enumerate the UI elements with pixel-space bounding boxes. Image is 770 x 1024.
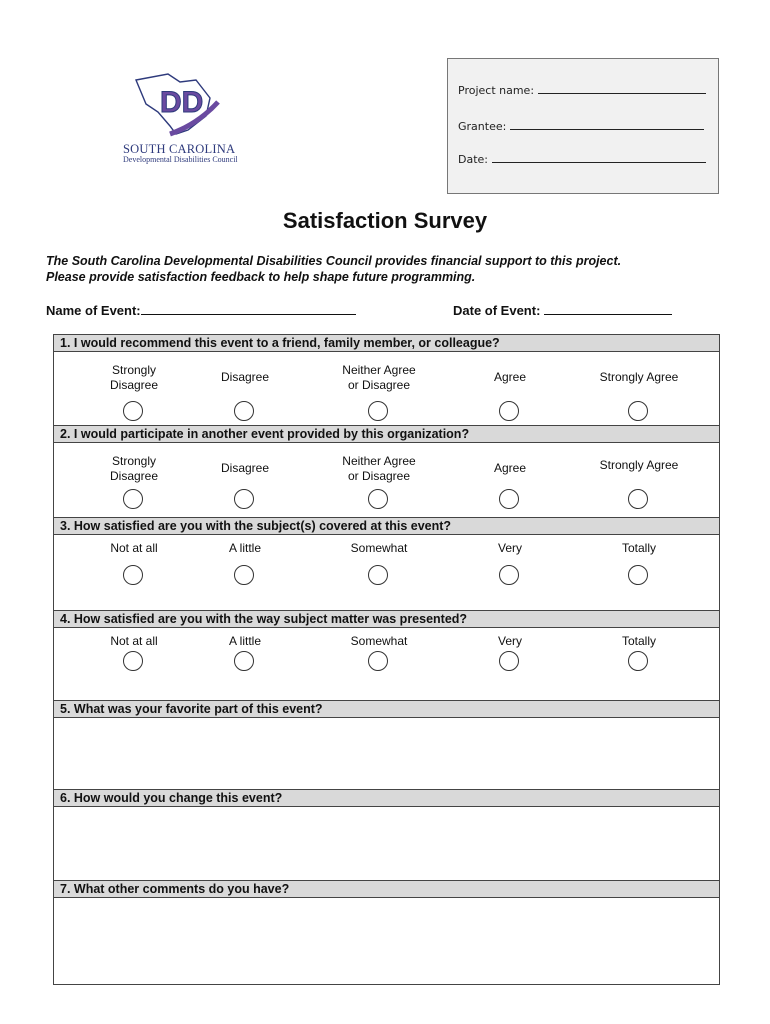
question-7-header: 7. What other comments do you have? [54, 880, 719, 898]
intro-line-1: The South Carolina Developmental Disabilities Council provides financial support to this project. [46, 254, 622, 268]
question-3-option-label: Totally [621, 541, 656, 555]
question-1-option-label: Strongly Disagree [109, 363, 159, 392]
date-row [458, 152, 706, 166]
question-4-option-label: Somewhat [350, 634, 408, 648]
question-3-radio[interactable] [628, 565, 648, 585]
question-3-radio[interactable] [234, 565, 254, 585]
question-1-option-label: Neither Agree or Disagree [342, 363, 416, 392]
event-name-label: Name of Event: [46, 303, 141, 318]
project-name-label: Project name: [458, 84, 535, 97]
intro-text [46, 253, 736, 285]
question-2-option-label: Neither Agree or Disagree [342, 454, 416, 483]
question-4-radio[interactable] [234, 651, 254, 671]
question-5-answer-area[interactable] [54, 718, 719, 789]
question-4-option-label: Not at all [110, 634, 158, 648]
question-2-option-label: Strongly Disagree [109, 454, 159, 483]
question-3-radio[interactable] [123, 565, 143, 585]
logo-org-name: SOUTH CAROLINA [123, 142, 236, 156]
grantee-label: Grantee: [458, 120, 507, 133]
question-4-radio[interactable] [368, 651, 388, 671]
question-6-header: 6. How would you change this event? [54, 789, 719, 807]
question-2-header: 2. I would participate in another event provided by this organization? [54, 425, 719, 443]
question-1-option-label: Strongly Agree [599, 370, 679, 384]
question-2-radio[interactable] [123, 489, 143, 509]
question-4-header: 4. How satisfied are you with the way subject matter was presented? [54, 610, 719, 628]
project-info-box [447, 58, 719, 194]
question-1-radio[interactable] [368, 401, 388, 421]
question-3-option-label: A little [228, 541, 261, 555]
question-4-radio[interactable] [628, 651, 648, 671]
question-3-header: 3. How satisfied are you with the subject(s) covered at this event? [54, 517, 719, 535]
question-1-header: 1. I would recommend this event to a friend, family member, or colleague? [54, 334, 719, 352]
question-1-radio[interactable] [234, 401, 254, 421]
question-2-radio[interactable] [499, 489, 519, 509]
question-1-radio[interactable] [499, 401, 519, 421]
question-2-option-label: Disagree [220, 461, 270, 475]
question-2-option-label: Strongly Agree [599, 458, 679, 472]
question-3-option-label: Very [497, 541, 522, 555]
question-6-answer-area[interactable] [54, 807, 719, 880]
question-3-radio[interactable] [499, 565, 519, 585]
intro-line-2: Please provide satisfaction feedback to help shape future programming. [46, 270, 476, 284]
grantee-row [458, 119, 704, 133]
question-4-option-label: A little [228, 634, 261, 648]
date-field[interactable] [492, 152, 706, 163]
date-label: Date: [458, 153, 488, 166]
event-name-field[interactable] [141, 302, 356, 315]
logo-org-subtitle: Developmental Disabilities Council [123, 155, 238, 164]
project-name-row [458, 83, 706, 97]
page-title: Satisfaction Survey [282, 208, 488, 233]
question-2-radio[interactable] [628, 489, 648, 509]
dd-letters: DD [160, 86, 204, 119]
survey-table [53, 334, 720, 985]
event-date-row [453, 302, 672, 318]
question-7-answer-area[interactable] [54, 898, 719, 984]
event-date-label: Date of Event: [453, 303, 541, 318]
question-1-radio[interactable] [628, 401, 648, 421]
question-3-option-label: Not at all [110, 541, 158, 555]
question-4-radio[interactable] [499, 651, 519, 671]
question-3-radio[interactable] [368, 565, 388, 585]
question-4-radio[interactable] [123, 651, 143, 671]
question-2-option-label: Agree [493, 461, 527, 475]
question-4-option-label: Very [497, 634, 522, 648]
question-1-option-label: Disagree [220, 370, 270, 384]
question-1-radio[interactable] [123, 401, 143, 421]
question-3-option-label: Somewhat [350, 541, 408, 555]
question-5-header: 5. What was your favorite part of this event? [54, 700, 719, 718]
question-2-radio[interactable] [234, 489, 254, 509]
question-2-radio[interactable] [368, 489, 388, 509]
event-date-field[interactable] [544, 302, 672, 315]
grantee-field[interactable] [510, 119, 704, 130]
project-name-field[interactable] [538, 83, 706, 94]
question-4-option-label: Totally [621, 634, 656, 648]
question-1-option-label: Agree [493, 370, 527, 384]
event-name-row [46, 302, 356, 318]
